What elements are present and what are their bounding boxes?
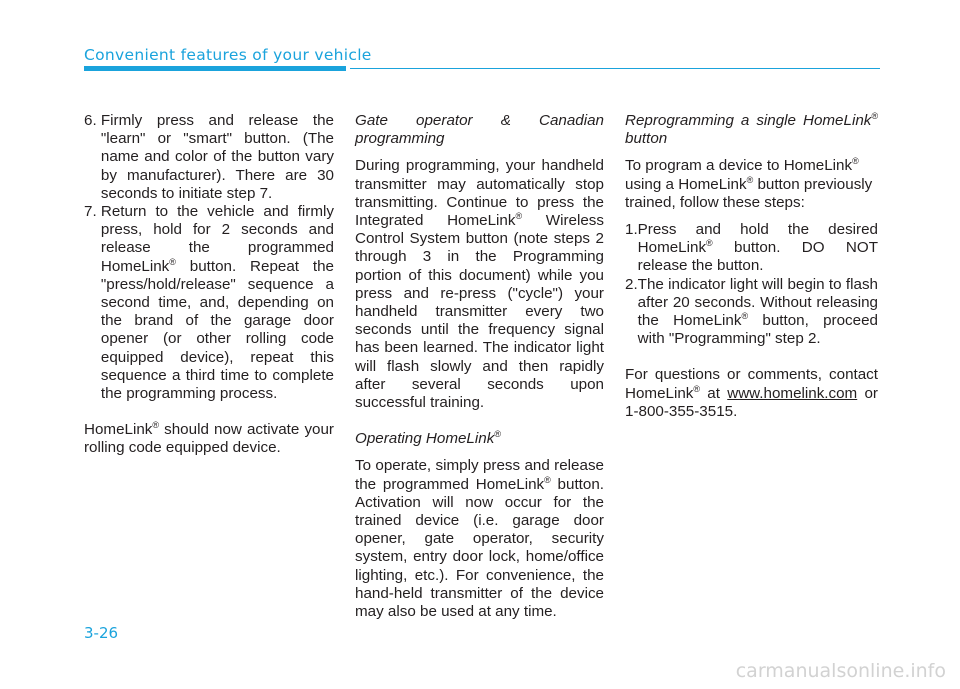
- spacer: [355, 412, 604, 430]
- registered-mark: ®: [544, 474, 551, 485]
- gate-text-a: During programming, your handheld transmitter may automatically stop transmitting. Continue to press the Integrated HomeLink: [355, 157, 604, 230]
- step-7-text-b: button. Repeat the "press/hold/release" sequence a second time, and, depending on the brand of the garage door opener (or other rolling code equipped device), repeat this sequence a third time to complete the programming process.: [100, 257, 334, 403]
- spacer: [84, 403, 334, 421]
- step-7-number: 7.: [84, 203, 101, 221]
- header-rule-thick: [84, 66, 346, 71]
- registered-mark: ®: [693, 383, 701, 394]
- reprog-step-1: [625, 221, 878, 276]
- reprog-step-1-number: 1.: [625, 221, 638, 239]
- reprog-text-b: using a HomeLink: [625, 175, 747, 193]
- reprogramming-heading-text-b: button: [625, 130, 668, 148]
- watermark: carmanualsonline.info: [735, 660, 946, 682]
- registered-mark: ®: [852, 156, 859, 167]
- reprogramming-paragraph: [625, 157, 878, 212]
- contact-paragraph: [625, 366, 878, 421]
- spacer: [355, 448, 604, 457]
- step-6-text: Firmly press and release the "learn" or "smart" button. (The name and color of the button vary by manufacturer). There are 30 seconds to initiate step 7.: [100, 112, 334, 202]
- reprog-step-2-number: 2.: [625, 275, 638, 293]
- gate-operator-heading: Gate operator & Canadian programming: [355, 112, 604, 148]
- activation-text-b: should now activate your rolling code equipped device.: [84, 421, 334, 457]
- reprog-text-a: To program a device to HomeLink: [625, 157, 853, 175]
- contact-text-b: at: [700, 384, 728, 402]
- contact-text-c: or 1-800-355-3515.: [625, 384, 878, 420]
- reprog-step-1-text-b: button. DO NOT release the button.: [637, 239, 878, 275]
- reprog-step-2-body: [638, 276, 878, 349]
- reprog-step-2-text-a: The indicator light will begin to flash after 20 seconds. Without releasing the HomeLink: [637, 275, 878, 330]
- column-1: [84, 112, 334, 458]
- homelink-website-link[interactable]: www.homelink.com: [727, 384, 858, 402]
- registered-mark: ®: [494, 429, 501, 440]
- operating-heading-text: Operating HomeLink: [355, 430, 495, 448]
- reprog-text-c: button previously trained, follow these steps:: [625, 175, 873, 211]
- registered-mark: ®: [152, 420, 160, 431]
- operating-heading: [355, 430, 604, 448]
- reprog-step-2-text-b: button, proceed with "Programming" step 2.: [637, 312, 878, 348]
- step-6-number: 6.: [84, 112, 101, 129]
- step-7: [84, 203, 334, 403]
- reprog-step-2: [625, 276, 878, 349]
- column-3: [625, 112, 878, 421]
- reprog-step-1-text-a: Press and hold the desired HomeLink: [637, 221, 878, 257]
- activation-text-a: HomeLink: [84, 421, 153, 439]
- activation-paragraph: [84, 421, 334, 457]
- registered-mark: ®: [515, 211, 523, 222]
- gate-operator-paragraph: [355, 157, 604, 412]
- section-title: Convenient features of your vehicle: [84, 46, 372, 64]
- spacer: [625, 348, 878, 366]
- registered-mark: ®: [741, 311, 749, 322]
- reprog-step-1-body: [638, 221, 878, 276]
- operating-text-a: To operate, simply press and release the programmed HomeLink: [355, 457, 604, 493]
- reprogramming-heading: [625, 112, 878, 148]
- registered-mark: ®: [706, 238, 713, 249]
- step-6: [84, 112, 334, 203]
- spacer: [355, 148, 604, 157]
- operating-text-b: button. Activation will now occur for the trained device (i.e. garage door opener, gate operator, security system, entry door lock, home/office lighting, etc.). For convenience, the hand-held transmitter of the device may also be used at any time.: [355, 475, 604, 621]
- page-number: 3-26: [84, 624, 119, 642]
- registered-mark: ®: [169, 256, 176, 267]
- reprogramming-heading-text-a: Reprogramming a single HomeLink: [625, 112, 872, 129]
- header-rule-thin: [350, 68, 880, 69]
- step-7-text-a: Return to the vehicle and firmly press, hold for 2 seconds and release the programmed HomeLink: [100, 203, 334, 275]
- registered-mark: ®: [871, 111, 878, 121]
- gate-text-b: Wireless Control System button (note steps 2 through 3 in the Programming portion of this document) while you press and re-press ("cycle") your handheld transmitter every two seconds until the frequency signal has been learned. The indicator light will flash slowly and then rapidly after several seconds upon successful training.: [355, 212, 604, 412]
- spacer: [625, 212, 878, 221]
- step-7-body: [101, 203, 334, 403]
- column-2: [355, 112, 604, 621]
- registered-mark: ®: [746, 174, 754, 185]
- operating-paragraph: [355, 457, 604, 621]
- contact-text-a: For questions or comments, contact HomeLink: [625, 366, 878, 402]
